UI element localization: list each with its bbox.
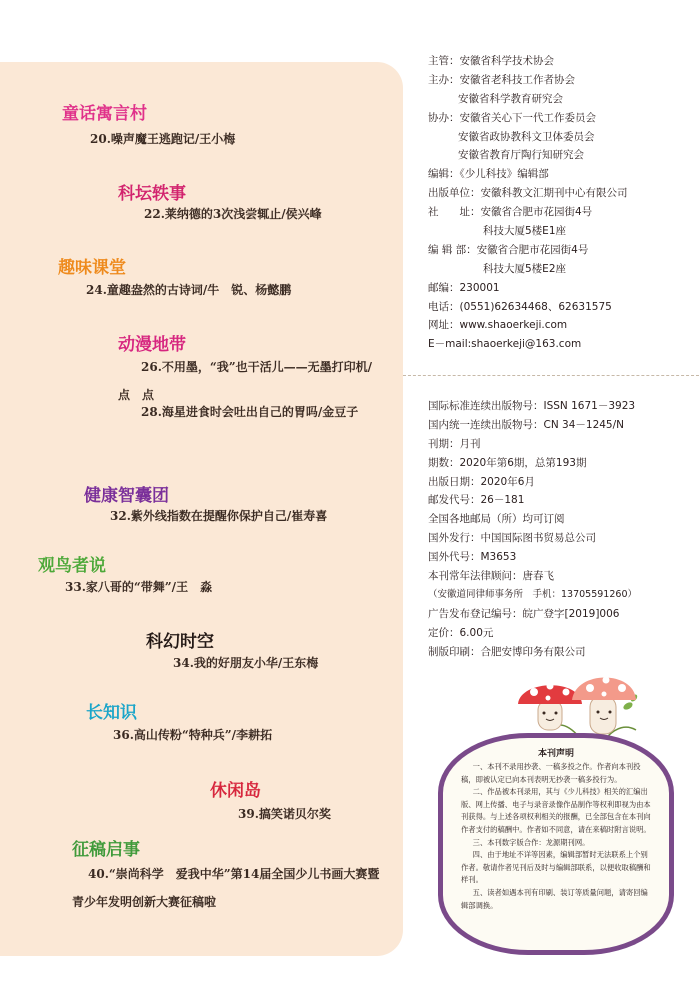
- section-title-fun-class: 趣味课堂: [58, 258, 126, 278]
- info-line: 定价：6.00元: [428, 626, 494, 639]
- notice-box: [438, 733, 674, 955]
- email-link[interactable]: E－mail:shaoerkeji@163.com: [428, 338, 582, 351]
- info-line: 制版印刷：合肥安博印务有限公司: [428, 645, 586, 658]
- toc-entry[interactable]: 36.高山传粉“特种兵”/李耕拓: [113, 728, 273, 742]
- info-line: 国外代号：M3653: [428, 551, 517, 564]
- toc-entry[interactable]: 40.“崇尚科学 爱我中华”第14届全国少儿书画大赛暨青少年发明创新大赛征稿啦: [72, 867, 380, 909]
- section-title-knowledge: 长知识: [86, 703, 137, 723]
- notice-body: [461, 761, 651, 912]
- section-title-anime-zone: 动漫地带: [118, 335, 186, 355]
- notice-paragraph: 二、作品被本刊录用，其与《少儿科技》相关的汇编出版、网上传播、电子与录音录像作品制作等权利即视为由本刊获得。与上述各项权利相关的报酬，已全部包含在本刊向作者支付的稿酬中。作者如不同意，请在来稿时附言说明。: [461, 787, 651, 834]
- info-line: 国外发行：中国国际图书贸易总公司: [428, 532, 596, 545]
- info-line: 编 辑 部：安徽省合肥市花园街4号: [428, 243, 589, 256]
- info-line: 邮编：230001: [428, 281, 500, 294]
- info-line: 电话：(0551)62634468、62631575: [428, 300, 612, 313]
- info-line: 社 址：安徽省合肥市花园街4号: [428, 206, 593, 219]
- info-line: 刊期：月刊: [428, 437, 481, 450]
- info-line: 主办：安徽省老科技工作者协会: [428, 73, 575, 86]
- toc-entry[interactable]: 32.紫外线指数在提醒你保护自己/崔寿喜: [110, 509, 328, 523]
- info-line: （安徽道同律师事务所 手机：13705591260）: [428, 588, 637, 600]
- section-title-fairytale: 童话寓言村: [62, 104, 147, 124]
- toc-entry[interactable]: 26.不用墨，“我”也干活儿——无墨打印机/点 点: [118, 360, 373, 402]
- section-title-call-for-papers: 征稿启事: [72, 840, 140, 860]
- info-line: 安徽省教育厅陶行知研究会: [458, 149, 584, 162]
- website-link[interactable]: 网址：www.shaoerkeji.com: [428, 319, 568, 332]
- notice-paragraph: 三、本刊数字版合作：龙源期刊网。: [472, 837, 590, 847]
- info-line: 全国各地邮局（所）均可订阅: [428, 513, 565, 526]
- info-line: 科技大厦5楼E2座: [483, 262, 566, 275]
- info-line: 期数：2020年第6期，总第193期: [428, 456, 587, 469]
- info-line: 安徽省政协教科文卫体委员会: [458, 130, 595, 143]
- info-line: 出版单位：安徽科教文汇期刊中心有限公司: [428, 187, 628, 200]
- info-line: 广告发布登记编号：皖广登字[2019]006: [428, 607, 620, 620]
- toc-entry[interactable]: 39.搞笑诺贝尔奖: [238, 807, 331, 821]
- info-line: 协办：安徽省关心下一代工作委员会: [428, 111, 596, 124]
- info-line: 出版日期：2020年6月: [428, 475, 535, 488]
- notice-title: 本刊声明: [537, 749, 574, 759]
- toc-entry[interactable]: 22.莱纳德的3次浅尝辄止/侯兴峰: [144, 207, 322, 221]
- info-line: 国际标准连续出版物号：ISSN 1671－3923: [428, 400, 636, 412]
- publication-info: [428, 397, 637, 661]
- publisher-info: [428, 52, 628, 354]
- info-line: 主管：安徽省科学技术协会: [428, 55, 554, 67]
- info-line: 邮发代号：26－181: [428, 494, 525, 507]
- section-title-birdwatching: 观鸟者说: [38, 556, 106, 576]
- section-title-health: 健康智囊团: [84, 486, 169, 506]
- info-line: 国内统一连续出版物号：CN 34－1245/N: [428, 418, 624, 431]
- toc-entry[interactable]: 34.我的好朋友小华/王东梅: [173, 656, 319, 670]
- section-title-leisure: 休闲岛: [210, 781, 261, 801]
- notice-paragraph: 五、读者如遇本刊有印刷、装订等质量问题，请寄回编辑部调换。: [461, 887, 648, 910]
- toc-entry[interactable]: 33.家八哥的“带舞”/王 淼: [65, 580, 213, 594]
- toc-entry[interactable]: 28.海星进食时会吐出自己的胃吗/金豆子: [141, 405, 359, 419]
- toc-entry[interactable]: 20.噪声魔王逃跑记/王小梅: [90, 132, 236, 146]
- notice-paragraph: 四、由于地址不详等因素，编辑部暂时无法联系上个别作者。敬请作者见刊后及时与编辑部联系，以便收取稿酬和样刊。: [461, 850, 651, 885]
- section-title-scifi: 科幻时空: [146, 632, 214, 652]
- divider: [403, 375, 699, 376]
- info-line: 科技大厦5楼E1座: [483, 225, 566, 238]
- notice-paragraph: 一、本刊不录用抄袭、一稿多投之作。作者向本刊投稿，即被认定已向本刊表明无抄袭一稿多投行为。: [461, 762, 641, 784]
- info-line: 编辑：《少儿科技》编辑部: [428, 168, 549, 181]
- toc-entry[interactable]: 24.童趣盎然的古诗词/牛 锐、杨懿鹏: [86, 283, 292, 297]
- section-title-science-anecdotes: 科坛轶事: [118, 184, 186, 204]
- info-line: 安徽省科学教育研究会: [458, 92, 563, 105]
- info-line: 本刊常年法律顾问：唐春飞: [428, 570, 554, 583]
